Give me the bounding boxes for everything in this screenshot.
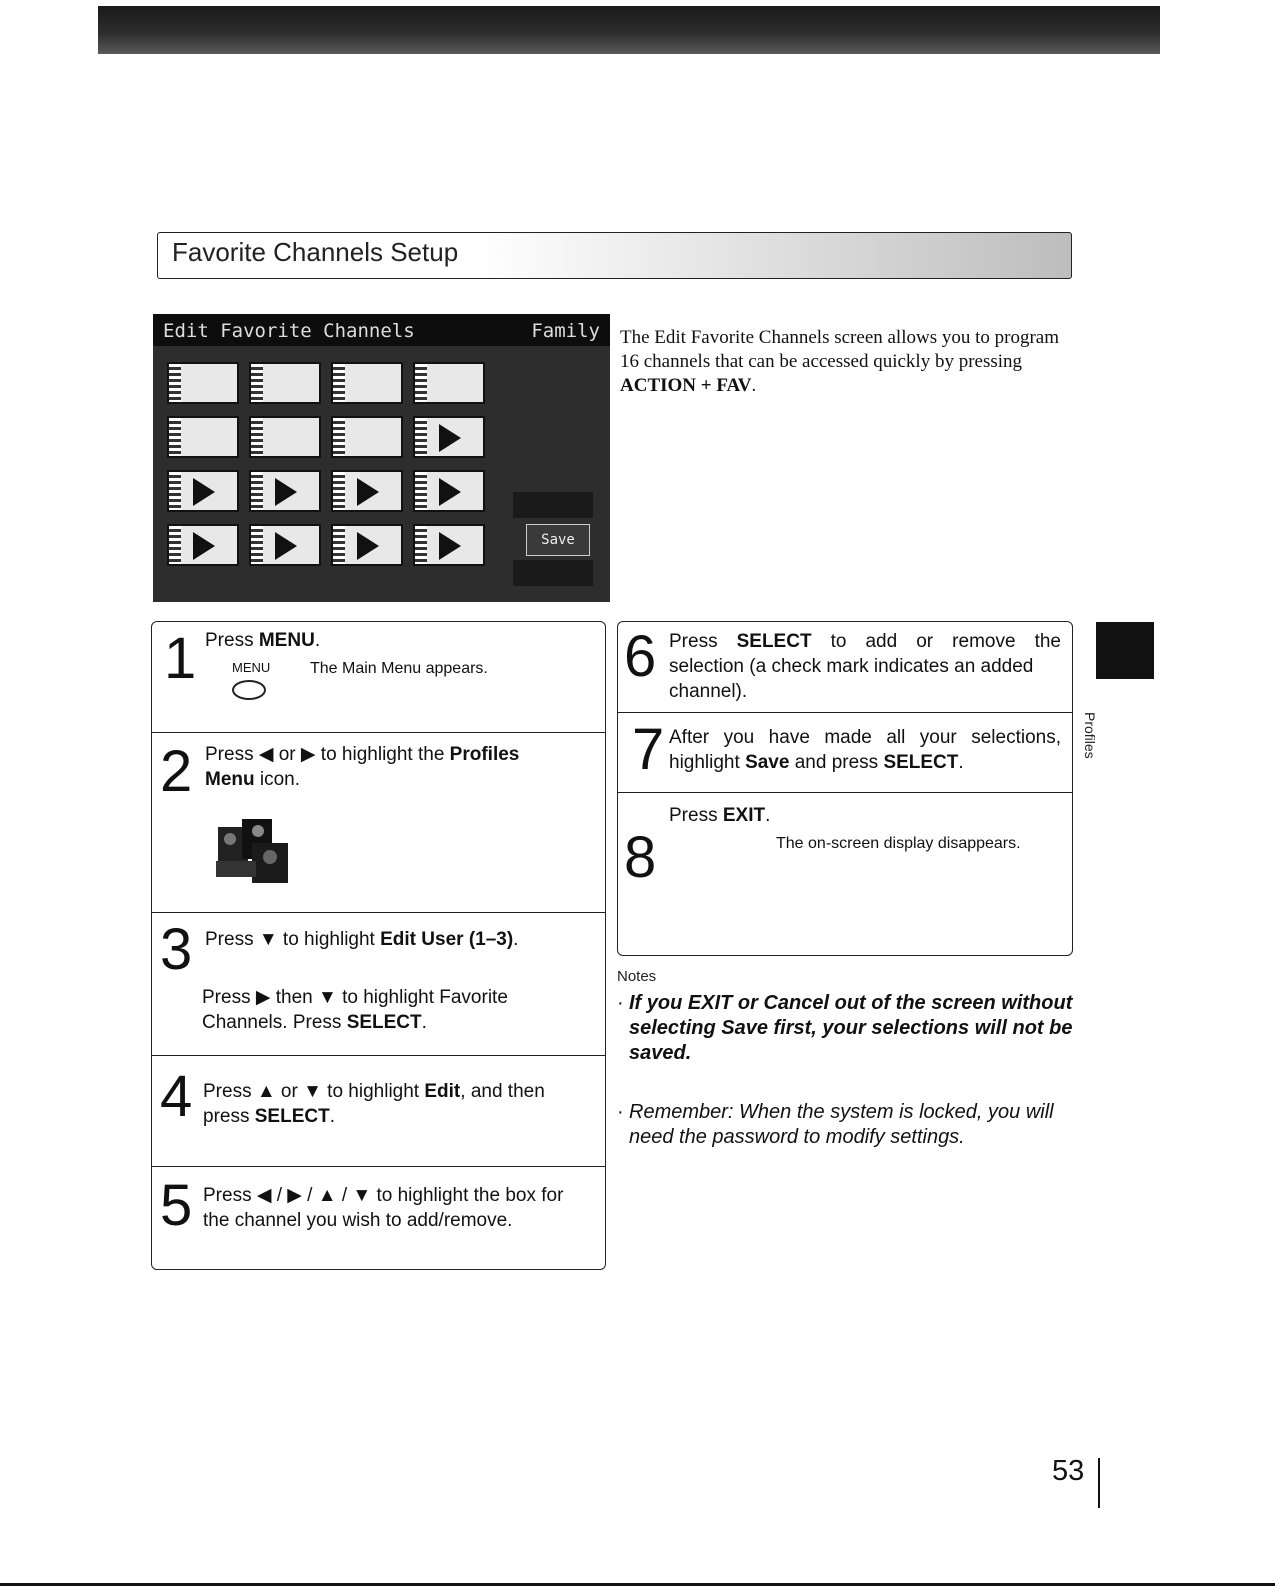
step-text: Press MENU. <box>205 630 321 651</box>
tv-profile-name: Family <box>531 320 600 342</box>
steps-left-panel <box>151 621 606 1270</box>
step-text: Press SELECT to add or remove the selection (a check mark indicates an added channel). <box>669 631 1061 702</box>
page-number-rule <box>1098 1458 1100 1508</box>
channel-tile <box>413 362 485 404</box>
step-number: 4 <box>160 1064 193 1129</box>
channel-tile <box>249 362 321 404</box>
step-number: 1 <box>164 626 197 691</box>
step-text: Press EXIT. <box>669 805 771 826</box>
step-5 <box>152 1167 605 1271</box>
channel-tile <box>249 416 321 458</box>
channel-tile <box>167 362 239 404</box>
chapter-tab <box>1096 622 1154 679</box>
step-1 <box>152 622 605 733</box>
channel-tile <box>413 470 485 512</box>
section-title: Favorite Channels Setup <box>172 237 459 267</box>
intro-text-end: . <box>751 375 757 396</box>
intro-paragraph <box>620 326 1070 398</box>
step-3 <box>152 913 605 1056</box>
notes-section <box>617 968 1077 1150</box>
tv-titlebar <box>153 314 610 346</box>
profiles-menu-icon <box>208 813 298 893</box>
note-item: · Remember: When the system is locked, you will need the password to modify settings. <box>617 1101 1054 1148</box>
tv-side-box <box>513 560 593 586</box>
channel-tile <box>249 470 321 512</box>
note-item: · If you EXIT or Cancel out of the screen without selecting Save first, your selections will not be saved. <box>617 992 1073 1064</box>
tv-screen-title: Edit Favorite Channels <box>163 320 415 342</box>
step-text: Press ▲ or ▼ to highlight Edit, and then press SELECT. <box>203 1081 545 1127</box>
step-4 <box>152 1056 605 1167</box>
intro-text: The Edit Favorite Channels screen allows you to program 16 channels that can be accessed quickly by pressing <box>620 327 1060 372</box>
menu-button-icon <box>232 680 266 700</box>
step-note: The Main Menu appears. <box>310 660 488 677</box>
steps-right-panel <box>617 621 1073 956</box>
step-7 <box>618 713 1072 793</box>
header-bar <box>98 6 1160 54</box>
channel-tile <box>249 524 321 566</box>
menu-button-label: MENU <box>232 660 271 675</box>
step-text-secondary: Press ▶ then ▼ to highlight Favorite Channels. Press SELECT. <box>202 987 508 1033</box>
bottom-rule <box>0 1583 1275 1586</box>
channel-tile <box>167 416 239 458</box>
step-text: Press ◀ / ▶ / ▲ / ▼ to highlight the box for the channel you wish to add/remove. <box>203 1185 564 1231</box>
channel-tile <box>331 416 403 458</box>
channel-tile <box>167 524 239 566</box>
step-text: Press ▼ to highlight Edit User (1–3). <box>205 929 519 950</box>
channel-tile <box>331 470 403 512</box>
step-2 <box>152 733 605 913</box>
section-header <box>157 232 1072 279</box>
channel-tile <box>413 524 485 566</box>
channel-grid <box>167 362 507 592</box>
step-number: 3 <box>160 917 193 982</box>
tv-screen-image <box>153 314 610 602</box>
step-number: 6 <box>624 624 657 689</box>
step-note: The on-screen display disappears. <box>776 835 1021 852</box>
channel-tile <box>413 416 485 458</box>
step-number: 5 <box>160 1173 193 1238</box>
channel-tile <box>331 362 403 404</box>
chapter-label: Profiles <box>1082 712 1098 759</box>
tv-side-box <box>513 492 593 518</box>
step-8 <box>618 793 1072 957</box>
channel-tile <box>167 470 239 512</box>
tv-save-button: Save <box>526 524 590 556</box>
channel-tile <box>331 524 403 566</box>
step-6 <box>618 622 1072 713</box>
step-text: Press ◀ or ▶ to highlight the Profiles Menu icon. <box>205 744 520 790</box>
step-number: 7 <box>632 717 665 782</box>
step-number: 8 <box>624 825 657 890</box>
step-text: After you have made all your selections, highlight Save and press SELECT. <box>669 727 1061 773</box>
page-number: 53 <box>1052 1455 1085 1487</box>
step-number: 2 <box>160 739 193 804</box>
notes-title: Notes <box>617 968 657 985</box>
intro-emphasis: ACTION + FAV <box>620 375 752 396</box>
